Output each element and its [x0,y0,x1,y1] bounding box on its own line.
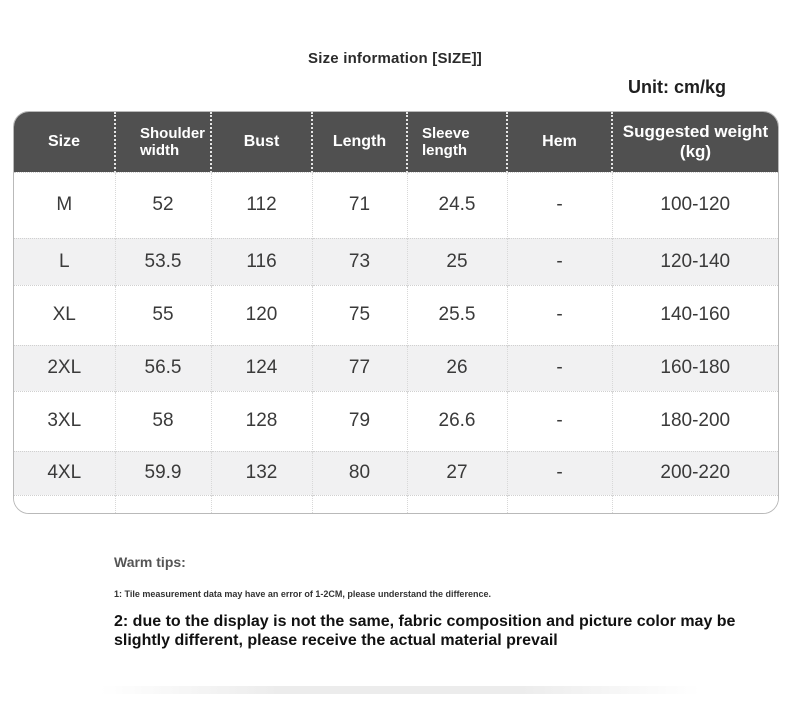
cell-hem: - [507,345,612,391]
cell-bust: 112 [211,172,312,238]
cell-hem: - [507,285,612,345]
tip-two: 2: due to the display is not the same, fabric composition and picture color may be slightly different, please receive the actual material prevail [114,613,736,649]
cell-sleeve: 26.6 [407,391,507,451]
cell-weight: 100-120 [612,172,778,238]
cell-sleeve: 27 [407,451,507,495]
size-table-container [13,111,779,514]
page-title: Size information [SIZE]] [308,50,482,67]
size-table [14,112,778,513]
cell-length: 71 [312,172,407,238]
header-bust: Bust [211,112,312,172]
warm-tips-heading: Warm tips: [114,554,186,570]
header-size: Size [14,112,115,172]
cell-bust: 124 [211,345,312,391]
empty-cell [612,495,778,513]
cell-weight: 200-220 [612,451,778,495]
cell-bust: 128 [211,391,312,451]
empty-cell [312,495,407,513]
empty-cell [407,495,507,513]
cell-hem: - [507,391,612,451]
header-shoulder-width: Shoulder width [115,112,211,172]
cell-bust: 132 [211,451,312,495]
header-suggested-weight: Suggested weight (kg) [622,121,769,161]
cell-shoulder: 52 [115,172,211,238]
cell-bust: 116 [211,238,312,285]
cell-sleeve: 25 [407,238,507,285]
cell-hem: - [507,451,612,495]
cell-length: 73 [312,238,407,285]
cell-hem: - [507,238,612,285]
cell-length: 79 [312,391,407,451]
cell-weight: 160-180 [612,345,778,391]
cell-length: 75 [312,285,407,345]
cell-shoulder: 59.9 [115,451,211,495]
cell-size: 2XL [14,345,115,391]
cell-shoulder: 58 [115,391,211,451]
cell-size: L [14,238,115,285]
cell-weight: 120-140 [612,238,778,285]
cell-shoulder: 53.5 [115,238,211,285]
table-row [14,285,778,345]
table-row [14,451,778,495]
empty-cell [115,495,211,513]
header-hem: Hem [507,112,612,172]
cell-size: 3XL [14,391,115,451]
cell-size: M [14,172,115,238]
cell-weight: 140-160 [612,285,778,345]
unit-label: Unit: cm/kg [627,77,726,97]
table-header-row [14,112,778,172]
cell-shoulder: 56.5 [115,345,211,391]
table-row [14,345,778,391]
cell-length: 77 [312,345,407,391]
table-row-empty [14,495,778,513]
empty-cell [14,495,115,513]
cell-size: 4XL [14,451,115,495]
cell-shoulder: 55 [115,285,211,345]
header-sleeve-length: Sleeve length [407,112,507,172]
table-row [14,172,778,238]
cell-length: 80 [312,451,407,495]
table-row [14,238,778,285]
bottom-shadow [100,686,700,694]
tip-one: 1: Tile measurement data may have an error of 1-2CM, please understand the difference. [114,589,491,599]
cell-weight: 180-200 [612,391,778,451]
empty-cell [211,495,312,513]
table-row [14,391,778,451]
cell-sleeve: 24.5 [407,172,507,238]
cell-hem: - [507,172,612,238]
header-length: Length [312,112,407,172]
cell-bust: 120 [211,285,312,345]
cell-sleeve: 26 [407,345,507,391]
cell-size: XL [14,285,115,345]
empty-cell [507,495,612,513]
cell-sleeve: 25.5 [407,285,507,345]
